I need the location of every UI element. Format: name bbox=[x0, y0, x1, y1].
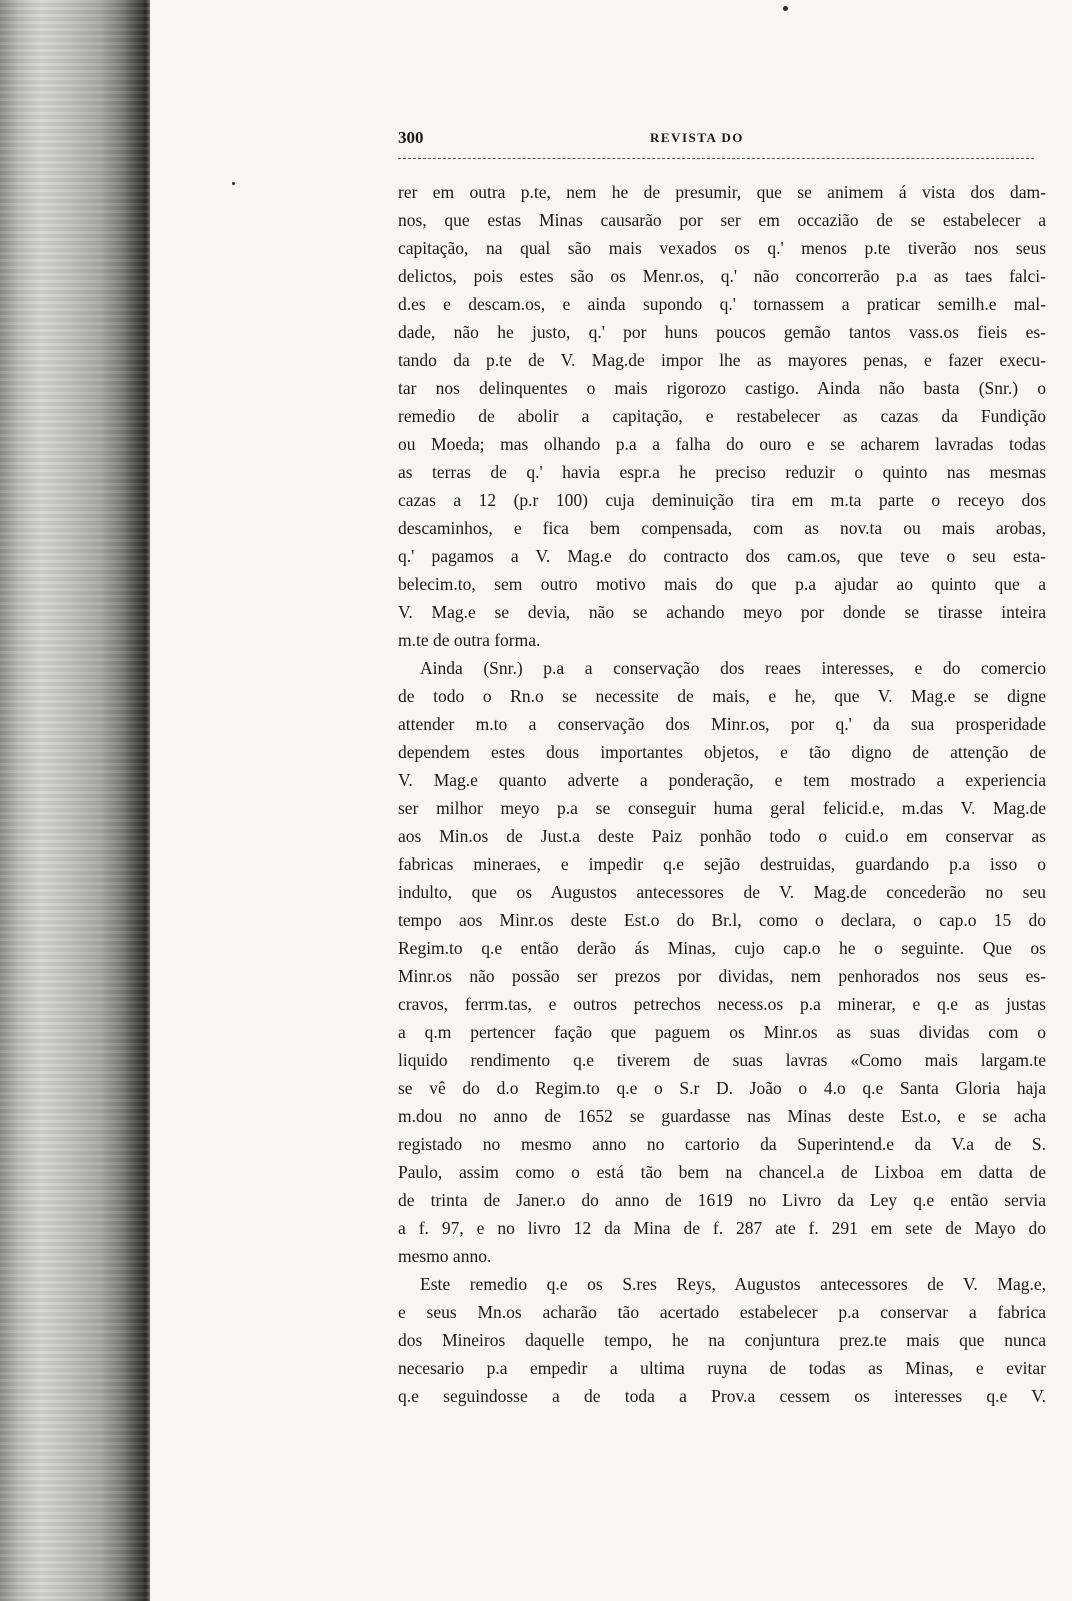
text-line: cazas a 12 (p.r 100) cuja deminuição tira em m.ta parte o receyo dos bbox=[398, 490, 1046, 510]
body-text bbox=[398, 178, 1046, 1410]
page-gutter-shadow bbox=[0, 0, 150, 1601]
paragraph-start-line: Este remedio q.e os S.res Reys, Augustos antecessores de V. Mag.e, bbox=[420, 1274, 1046, 1294]
text-line: delictos, pois estes são os Menr.os, q.' não concorrerão p.a as taes falci- bbox=[398, 266, 1046, 286]
text-line: dade, não he justo, q.' por huns poucos gemão tantos vass.os fieis es- bbox=[398, 322, 1046, 342]
running-head: REVISTA DO bbox=[650, 130, 744, 145]
page-header bbox=[398, 120, 1038, 152]
text-line: descaminhos, e fica bem compensada, com as nov.ta ou mais arobas, bbox=[398, 518, 1046, 538]
text-line: m.te de outra forma. bbox=[398, 630, 541, 650]
text-line: Regim.to q.e então derão ás Minas, cujo cap.o he o seguinte. Que os bbox=[398, 938, 1046, 958]
text-line: cravos, ferrm.tas, e outros petrechos necess.os p.a minerar, e q.e as justas bbox=[398, 994, 1046, 1014]
text-line: de todo o Rn.o se necessite de mais, e he, que V. Mag.e se digne bbox=[398, 686, 1046, 706]
text-line: remedio de abolir a capitação, e restabelecer as cazas da Fundição bbox=[398, 406, 1046, 426]
text-line: registado no mesmo anno no cartorio da Superintend.e da V.a de S. bbox=[398, 1134, 1046, 1154]
page-number: 300 bbox=[398, 128, 424, 147]
text-line: dos Mineiros daquelle tempo, he na conjuntura prez.te mais que nunca bbox=[398, 1330, 1046, 1350]
text-line: as terras de q.' havia espr.a he preciso reduzir o quinto nas mesmas bbox=[398, 462, 1046, 482]
text-line: fabricas mineraes, e impedir q.e sejão destruidas, guardando p.a isso o bbox=[398, 854, 1046, 874]
text-line: Minr.os não possão ser prezos por dividas, nem penhorados nos seus es- bbox=[398, 966, 1046, 986]
text-line: V. Mag.e se devia, não se achando meyo por donde se tirasse inteira bbox=[398, 602, 1046, 622]
text-line: q.e seguindosse a de toda a Prov.a cessem os interesses q.e V. bbox=[398, 1386, 1046, 1406]
text-line: e seus Mn.os acharão tão acertado estabelecer p.a conservar a fabrica bbox=[398, 1302, 1046, 1322]
text-line: nos, que estas Minas causarão por ser em occazião de se estabelecer a bbox=[398, 210, 1046, 230]
text-line: ou Moeda; mas olhando p.a a falha do ouro e se acharem lavradas todas bbox=[398, 434, 1046, 454]
text-line: m.dou no anno de 1652 se guardasse nas Minas deste Est.o, e se acha bbox=[398, 1106, 1046, 1126]
text-line: ser milhor meyo p.a se conseguir huma geral felicid.e, m.das V. Mag.de bbox=[398, 798, 1046, 818]
text-line: a q.m pertencer fação que paguem os Minr.os as suas dividas com o bbox=[398, 1022, 1046, 1042]
text-line: mesmo anno. bbox=[398, 1246, 492, 1266]
text-line: Paulo, assim como o está tão bem na chancel.a de Lixboa em datta de bbox=[398, 1162, 1046, 1182]
text-line: belecim.to, sem outro motivo mais do que p.a ajudar ao quinto que a bbox=[398, 574, 1046, 594]
text-line: q.' pagamos a V. Mag.e do contracto dos cam.os, que teve o seu esta- bbox=[398, 546, 1046, 566]
header-rule bbox=[398, 158, 1034, 159]
text-line: d.es e descam.os, e ainda supondo q.' tornassem a praticar semilh.e mal- bbox=[398, 294, 1046, 314]
text-line: rer em outra p.te, nem he de presumir, que se animem á vista dos dam- bbox=[398, 182, 1046, 202]
text-line: se vê do d.o Regim.to q.e o S.r D. João o 4.o q.e Santa Gloria haja bbox=[398, 1078, 1046, 1098]
paragraph-start-line: Ainda (Snr.) p.a a conservação dos reaes interesses, e do comercio bbox=[420, 658, 1046, 678]
text-line: aos Min.os de Just.a deste Paiz ponhão todo o cuid.o em conservar as bbox=[398, 826, 1046, 846]
text-line: tar nos delinquentes o mais rigorozo castigo. Ainda não basta (Snr.) o bbox=[398, 378, 1046, 398]
text-line: tempo aos Minr.os deste Est.o do Br.l, como o declara, o cap.o 15 do bbox=[398, 910, 1046, 930]
text-line: necesario p.a empedir a ultima ruyna de todas as Minas, e evitar bbox=[398, 1358, 1046, 1378]
text-line: a f. 97, e no livro 12 da Mina de f. 287 ate f. 291 em sete de Mayo do bbox=[398, 1218, 1046, 1238]
text-line: indulto, que os Augustos antecessores de V. Mag.de concederão no seu bbox=[398, 882, 1046, 902]
scan-speck bbox=[232, 182, 235, 185]
text-line: de trinta de Janer.o do anno de 1619 no Livro da Ley q.e então servia bbox=[398, 1190, 1046, 1210]
text-line: V. Mag.e quanto adverte a ponderação, e tem mostrado a experiencia bbox=[398, 770, 1046, 790]
text-line: capitação, na qual são mais vexados os q.' menos p.te tiverão nos seus bbox=[398, 238, 1046, 258]
text-line: dependem estes dous importantes objetos, e tão digno de attenção de bbox=[398, 742, 1046, 762]
text-line: tando da p.te de V. Mag.de impor lhe as mayores penas, e fazer execu- bbox=[398, 350, 1046, 370]
scan-speck bbox=[783, 6, 788, 11]
text-line: attender m.to a conservação dos Minr.os, por q.' da sua prosperidade bbox=[398, 714, 1046, 734]
text-line: liquido rendimento q.e tiverem de suas lavras «Como mais largam.te bbox=[398, 1050, 1046, 1070]
